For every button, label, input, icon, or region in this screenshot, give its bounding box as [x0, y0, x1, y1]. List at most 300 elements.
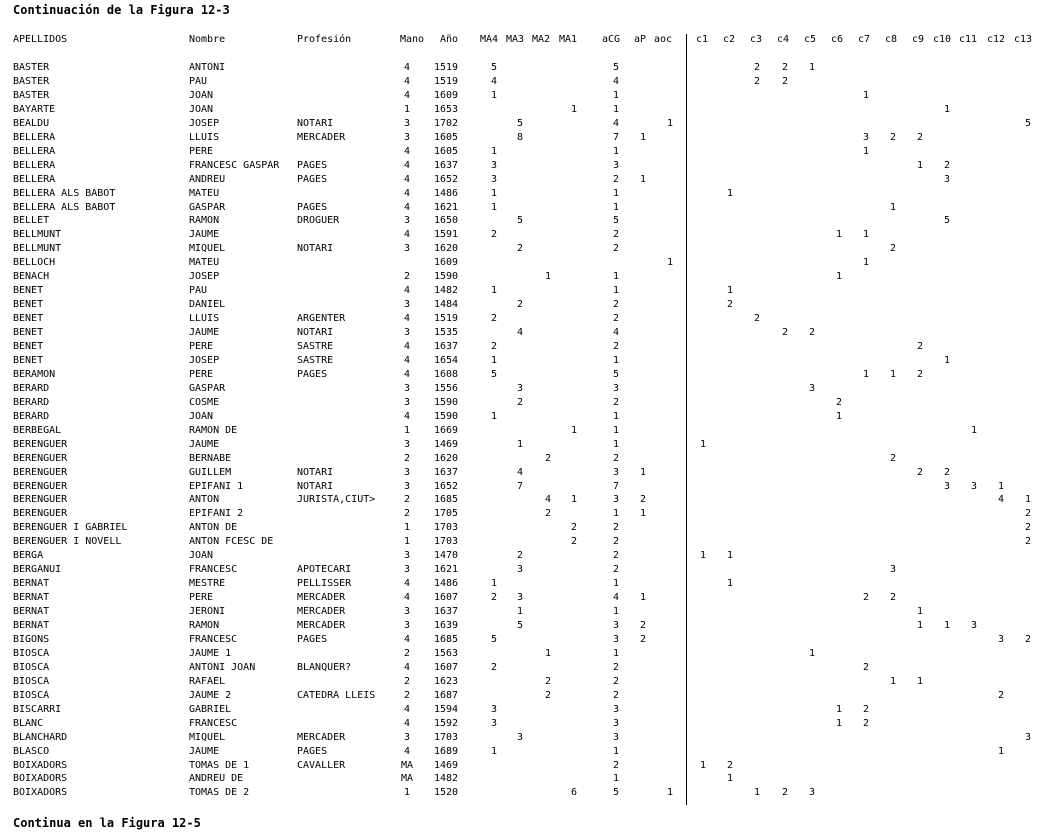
table-cell: BERBEGAL: [13, 424, 62, 436]
table-cell: BERNABE: [189, 452, 232, 464]
table-cell: 2: [612, 243, 620, 255]
table-cell: 2: [1024, 522, 1032, 534]
table-row: [0, 453, 1047, 467]
table-cell: 1623: [433, 675, 459, 687]
table-cell: GUILLEM: [189, 466, 232, 478]
table-row: [0, 341, 1047, 355]
table-cell: PERE: [189, 145, 214, 157]
table-cell: BERENGUER: [13, 508, 68, 520]
table-cell: PERE: [189, 368, 214, 380]
table-cell: JAUME: [189, 327, 220, 339]
table-cell: 3: [403, 117, 411, 129]
table-row: [0, 118, 1047, 132]
table-cell: FRANCESC: [189, 717, 238, 729]
table-cell: 4: [403, 341, 411, 352]
header-12: c1: [695, 34, 709, 45]
table-cell: PAU: [189, 75, 208, 87]
table-cell: 1: [544, 647, 552, 659]
table-row: [0, 313, 1047, 327]
table-cell: 2: [490, 341, 498, 352]
table-cell: 1: [889, 368, 897, 380]
table-cell: 1: [1024, 494, 1032, 506]
table-row: [0, 202, 1047, 216]
table-cell: 3: [612, 159, 620, 171]
table-cell: 1: [666, 257, 674, 269]
table-cell: 4: [403, 229, 411, 241]
table-cell: 3: [862, 131, 870, 143]
table-row: [0, 550, 1047, 564]
table-cell: PAGES: [297, 159, 328, 171]
table-row: [0, 690, 1047, 704]
header-15: c4: [776, 34, 790, 45]
table-cell: ANDREU DE: [189, 773, 244, 785]
table-cell: BERENGUER I GABRIEL: [13, 522, 128, 534]
table-cell: 2: [753, 313, 761, 325]
table-cell: BELLMUNT: [13, 243, 62, 255]
table-row: [0, 773, 1047, 787]
table-cell: 2: [726, 759, 734, 771]
table-cell: PERE: [189, 341, 214, 352]
table-cell: 2: [544, 675, 552, 687]
table-cell: 2: [808, 327, 816, 339]
table-cell: 5: [490, 368, 498, 380]
table-cell: BOIXADORS: [13, 773, 68, 785]
table-cell: 2: [516, 396, 524, 408]
table-cell: 1: [570, 494, 578, 506]
table-cell: 1621: [433, 564, 459, 576]
table-row: [0, 174, 1047, 188]
table-cell: 1639: [433, 620, 459, 631]
table-cell: GASPAR: [189, 201, 226, 213]
table-cell: 4: [403, 89, 411, 101]
table-cell: 1: [726, 773, 734, 785]
table-cell: 2: [516, 299, 524, 311]
table-cell: 2: [612, 564, 620, 576]
table-cell: BASTER: [13, 89, 50, 101]
table-cell: 2: [612, 173, 620, 185]
table-cell: 3: [403, 731, 411, 743]
table-cell: FRANCESC: [189, 564, 238, 576]
table-cell: 2: [1024, 508, 1032, 520]
figure-footer: Continua en la Figura 12-5: [13, 816, 201, 830]
table-cell: 2: [612, 299, 620, 311]
table-cell: 1: [835, 271, 843, 283]
table-cell: 1: [490, 745, 498, 757]
table-cell: 3: [612, 382, 620, 394]
table-cell: 1: [862, 145, 870, 157]
table-cell: 1: [835, 410, 843, 422]
table-cell: 2: [889, 452, 897, 464]
table-cell: 1520: [433, 787, 459, 799]
table-cell: 1: [490, 354, 498, 366]
header-14: c3: [749, 34, 763, 45]
table-cell: 2: [889, 131, 897, 143]
table-cell: 4: [403, 313, 411, 325]
table-row: [0, 578, 1047, 592]
table-cell: 1594: [433, 703, 459, 715]
table-cell: BERNAT: [13, 578, 50, 590]
table-cell: 1: [403, 424, 411, 436]
table-cell: NOTARI: [297, 327, 334, 339]
table-cell: 3: [516, 382, 524, 394]
table-cell: JAUME 1: [189, 647, 232, 659]
table-cell: 1556: [433, 382, 459, 394]
header-1: Nombre: [189, 34, 226, 45]
table-cell: 4: [403, 187, 411, 199]
table-cell: BIGONS: [13, 633, 50, 645]
table-cell: TOMAS DE 1: [189, 759, 250, 771]
table-cell: ANTONI JOAN: [189, 661, 256, 673]
table-cell: BISCARRI: [13, 703, 62, 715]
table-cell: 3: [808, 382, 816, 394]
table-cell: 3: [490, 703, 498, 715]
table-cell: 3: [612, 620, 620, 631]
table-cell: 2: [612, 689, 620, 701]
table-cell: BERENGUER: [13, 480, 68, 492]
table-cell: BERENGUER: [13, 494, 68, 506]
table-cell: 1609: [433, 89, 459, 101]
table-cell: 2: [403, 647, 411, 659]
table-cell: 1484: [433, 299, 459, 311]
table-row: [0, 522, 1047, 536]
table-cell: 3: [403, 382, 411, 394]
table-cell: 1705: [433, 508, 459, 520]
table-cell: 2: [1024, 633, 1032, 645]
table-cell: JERONI: [189, 606, 226, 618]
table-cell: 4: [403, 145, 411, 157]
table-cell: 1: [639, 508, 647, 520]
table-cell: 3: [612, 717, 620, 729]
header-5: MA4: [479, 34, 499, 45]
table-cell: 1: [943, 103, 951, 115]
table-cell: 1: [726, 550, 734, 562]
table-cell: BAYARTE: [13, 103, 56, 115]
table-cell: 1: [544, 271, 552, 283]
table-cell: 1482: [433, 773, 459, 785]
table-cell: 1: [666, 787, 674, 799]
table-cell: 3: [403, 438, 411, 450]
table-cell: 1: [726, 285, 734, 297]
table-cell: JOAN: [189, 103, 214, 115]
table-cell: 1: [997, 745, 1005, 757]
table-cell: 4: [612, 327, 620, 339]
table-cell: 7: [612, 480, 620, 492]
table-cell: 3: [970, 620, 978, 631]
header-8: MA1: [558, 34, 578, 45]
table-row: [0, 397, 1047, 411]
header-7: MA2: [531, 34, 551, 45]
table-cell: 3: [970, 480, 978, 492]
header-19: c8: [884, 34, 898, 45]
table-cell: 3: [997, 633, 1005, 645]
table-cell: DANIEL: [189, 299, 226, 311]
table-cell: 3: [403, 131, 411, 143]
table-row: [0, 383, 1047, 397]
header-11: aoc: [653, 34, 673, 45]
header-2: Profesión: [297, 34, 352, 45]
table-cell: 3: [612, 633, 620, 645]
table-cell: 4: [516, 466, 524, 478]
table-cell: 3: [403, 606, 411, 618]
table-cell: 1: [490, 145, 498, 157]
table-cell: 2: [943, 466, 951, 478]
table-cell: 1: [835, 229, 843, 241]
table-cell: 2: [726, 299, 734, 311]
table-cell: 3: [403, 564, 411, 576]
table-cell: PAGES: [297, 633, 328, 645]
table-cell: 2: [612, 536, 620, 548]
table-cell: 1: [916, 675, 924, 687]
table-row: [0, 146, 1047, 160]
table-cell: EPIFANI 2: [189, 508, 244, 520]
table-cell: BERNAT: [13, 620, 50, 631]
table-cell: 1689: [433, 745, 459, 757]
table-cell: 1: [403, 103, 411, 115]
table-cell: 1637: [433, 159, 459, 171]
table-cell: MATEU: [189, 187, 220, 199]
table-cell: 3: [490, 717, 498, 729]
table-cell: BASTER: [13, 75, 50, 87]
table-cell: 2: [570, 522, 578, 534]
table-cell: 1469: [433, 759, 459, 771]
table-cell: PAU: [189, 285, 208, 297]
table-cell: 3: [889, 564, 897, 576]
table-cell: 2: [835, 396, 843, 408]
table-cell: NOTARI: [297, 480, 334, 492]
table-cell: 2: [639, 633, 647, 645]
header-13: c2: [722, 34, 736, 45]
table-cell: 4: [997, 494, 1005, 506]
table-cell: 1469: [433, 438, 459, 450]
table-cell: BENET: [13, 354, 44, 366]
table-row: [0, 355, 1047, 369]
table-cell: 3: [403, 215, 411, 227]
table-cell: 1563: [433, 647, 459, 659]
table-cell: BELLOCH: [13, 257, 56, 269]
table-cell: 2: [612, 550, 620, 562]
table-cell: 2: [862, 717, 870, 729]
table-cell: 2: [781, 62, 789, 73]
table-cell: 1: [862, 229, 870, 241]
table-cell: 4: [403, 368, 411, 380]
table-cell: 3: [516, 731, 524, 743]
table-cell: BENET: [13, 285, 44, 297]
table-cell: 3: [490, 159, 498, 171]
table-cell: 3: [490, 173, 498, 185]
table-cell: 1620: [433, 243, 459, 255]
table-cell: 1: [612, 187, 620, 199]
table-row: [0, 494, 1047, 508]
table-cell: 2: [403, 271, 411, 283]
table-cell: 1486: [433, 187, 459, 199]
table-row: [0, 327, 1047, 341]
table-cell: 3: [516, 564, 524, 576]
table-cell: 4: [403, 285, 411, 297]
table-cell: 2: [516, 243, 524, 255]
table-cell: PAGES: [297, 201, 328, 213]
table-cell: 1: [490, 578, 498, 590]
table-row: [0, 620, 1047, 634]
table-cell: CAVALLER: [297, 759, 346, 771]
table-cell: 4: [403, 592, 411, 604]
table-cell: 1: [997, 480, 1005, 492]
table-cell: BIOSCA: [13, 661, 50, 673]
table-cell: ANTON: [189, 494, 220, 506]
table-cell: 1: [612, 508, 620, 520]
table-cell: 1: [639, 131, 647, 143]
table-cell: BELLERA: [13, 145, 56, 157]
table-cell: BELLMUNT: [13, 229, 62, 241]
table-cell: 3: [612, 703, 620, 715]
table-cell: 2: [889, 243, 897, 255]
table-cell: 1590: [433, 271, 459, 283]
table-cell: BERNAT: [13, 606, 50, 618]
table-cell: 3: [403, 550, 411, 562]
table-cell: BIOSCA: [13, 689, 50, 701]
table-cell: 5: [943, 215, 951, 227]
table-cell: 1637: [433, 341, 459, 352]
table-cell: 4: [403, 410, 411, 422]
table-cell: 2: [781, 75, 789, 87]
table-row: [0, 90, 1047, 104]
table-cell: 2: [612, 522, 620, 534]
table-cell: 3: [403, 299, 411, 311]
table-cell: MERCADER: [297, 620, 346, 631]
table-cell: 4: [490, 75, 498, 87]
table-cell: 4: [403, 717, 411, 729]
table-cell: LLUIS: [189, 313, 220, 325]
table-cell: MA: [400, 773, 414, 785]
table-cell: 1: [862, 368, 870, 380]
table-cell: 1703: [433, 536, 459, 548]
table-cell: 8: [516, 131, 524, 143]
table-cell: 1605: [433, 131, 459, 143]
table-cell: 1: [612, 745, 620, 757]
table-cell: BERENGUER: [13, 438, 68, 450]
table-cell: 4: [612, 592, 620, 604]
table-cell: 1687: [433, 689, 459, 701]
table-cell: MESTRE: [189, 578, 226, 590]
header-16: c5: [803, 34, 817, 45]
table-cell: 7: [516, 480, 524, 492]
table-cell: 1: [639, 173, 647, 185]
table-cell: 1519: [433, 62, 459, 73]
table-cell: 1650: [433, 215, 459, 227]
table-row: [0, 467, 1047, 481]
table-cell: 2: [639, 494, 647, 506]
table-cell: 2: [753, 75, 761, 87]
table-cell: BLASCO: [13, 745, 50, 757]
header-0: APELLIDOS: [13, 34, 68, 45]
header-4: Año: [439, 34, 459, 45]
table-cell: 4: [403, 703, 411, 715]
table-cell: 2: [403, 452, 411, 464]
table-row: [0, 285, 1047, 299]
table-cell: BEALDU: [13, 117, 50, 129]
table-cell: 4: [403, 354, 411, 366]
table-cell: 1: [943, 620, 951, 631]
table-cell: 1: [612, 285, 620, 297]
table-cell: RAMON: [189, 620, 220, 631]
table-cell: RAMON: [189, 215, 220, 227]
table-cell: MERCADER: [297, 592, 346, 604]
table-cell: 5: [490, 633, 498, 645]
table-cell: PAGES: [297, 368, 328, 380]
table-cell: MIQUEL: [189, 243, 226, 255]
table-cell: 2: [516, 550, 524, 562]
table-cell: TOMAS DE 2: [189, 787, 250, 799]
table-cell: 2: [862, 592, 870, 604]
table-cell: 7: [612, 131, 620, 143]
table-cell: 1: [490, 285, 498, 297]
table-cell: GABRIEL: [189, 703, 232, 715]
table-cell: COSME: [189, 396, 220, 408]
table-cell: 3: [403, 620, 411, 631]
table-cell: PERE: [189, 592, 214, 604]
table-row: [0, 564, 1047, 578]
table-cell: 1703: [433, 522, 459, 534]
table-cell: 2: [490, 592, 498, 604]
table-cell: 1470: [433, 550, 459, 562]
table-cell: BLANCHARD: [13, 731, 68, 743]
table-cell: JAUME: [189, 745, 220, 757]
table-row: [0, 481, 1047, 495]
table-cell: ANTONI: [189, 62, 226, 73]
table-cell: 1: [516, 438, 524, 450]
table-cell: PAGES: [297, 745, 328, 757]
table-cell: SASTRE: [297, 354, 334, 366]
header-21: c10: [932, 34, 952, 45]
table-cell: JOSEP: [189, 354, 220, 366]
table-cell: 3: [612, 731, 620, 743]
table-cell: FRANCESC GASPAR: [189, 159, 280, 171]
table-cell: 1: [612, 773, 620, 785]
table-cell: BERENGUER: [13, 466, 68, 478]
table-cell: 2: [612, 341, 620, 352]
table-cell: 1: [612, 271, 620, 283]
table-cell: 5: [612, 368, 620, 380]
table-cell: 1: [862, 257, 870, 269]
table-cell: 1605: [433, 145, 459, 157]
table-row: [0, 732, 1047, 746]
table-cell: 1: [612, 578, 620, 590]
table-cell: 1591: [433, 229, 459, 241]
table-cell: BLANC: [13, 717, 44, 729]
table-cell: 1: [889, 675, 897, 687]
header-18: c7: [857, 34, 871, 45]
table-cell: BELLERA: [13, 173, 56, 185]
table-cell: GASPAR: [189, 382, 226, 394]
table-cell: 5: [516, 620, 524, 631]
table-cell: 1: [490, 187, 498, 199]
table-cell: BENET: [13, 299, 44, 311]
table-row: [0, 229, 1047, 243]
table-cell: 1654: [433, 354, 459, 366]
table-cell: 4: [403, 578, 411, 590]
table-cell: BERAMON: [13, 368, 56, 380]
table-row: [0, 648, 1047, 662]
table-row: [0, 718, 1047, 732]
table-cell: SASTRE: [297, 341, 334, 352]
table-cell: 1: [726, 578, 734, 590]
table-cell: LLUIS: [189, 131, 220, 143]
table-cell: JAUME: [189, 438, 220, 450]
table-cell: 2: [612, 396, 620, 408]
table-cell: BIOSCA: [13, 675, 50, 687]
table-row: [0, 536, 1047, 550]
table-cell: BERARD: [13, 382, 50, 394]
table-cell: 2: [916, 466, 924, 478]
